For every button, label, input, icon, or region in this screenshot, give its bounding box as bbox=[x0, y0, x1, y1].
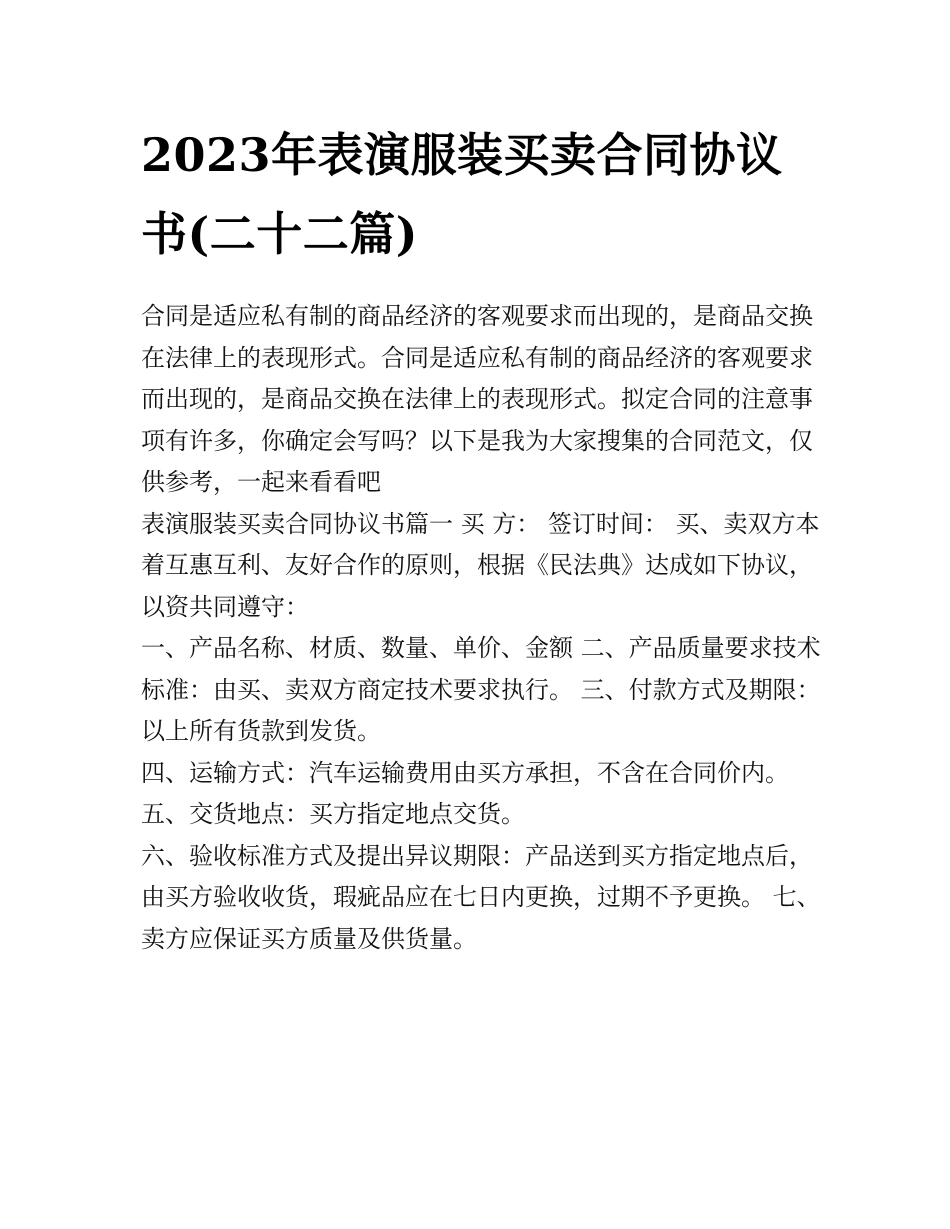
paragraph-contract-header: 表演服装买卖合同协议书篇一 买 方： 签订时间： 买、卖双方本着互惠互利、友好合作的原则，根据《民法典》达成如下协议，以资共同遵守： bbox=[141, 509, 820, 621]
paragraph-intro: 合同是适应私有制的商品经济的客观要求而出现的，是商品交换在法律上的表现形式。合同是适应私有制的商品经济的客观要求而出现的，是商品交换在法律上的表现形式。拟定合同的注意事项有许多，你确定会写吗？以下是我为大家搜集的合同范文，仅供参考，一起来看看吧 bbox=[141, 302, 813, 497]
paragraph-clause-4: 四、运输方式：汽车运输费用由买方承担，不含在合同价内。 bbox=[141, 758, 789, 787]
document-page bbox=[141, 116, 821, 960]
paragraph-clauses-1-3: 一、产品名称、材质、数量、单价、金额 二、产品质量要求技术标准：由买、卖双方商定技术要求执行。 三、付款方式及期限：以上所有货款到发货。 bbox=[141, 634, 821, 746]
document-title: 2023年表演服装买卖合同协议书(二十二篇) bbox=[141, 128, 783, 262]
paragraph-clause-5: 五、交货地点：买方指定地点交货。 bbox=[141, 800, 525, 829]
paragraph-clauses-6-7: 六、验收标准方式及提出异议期限：产品送到买方指定地点后，由买方验收收货，瑕疵品应在七日内更换，过期不予更换。 七、卖方应保证买方质量及供货量。 bbox=[141, 841, 821, 953]
